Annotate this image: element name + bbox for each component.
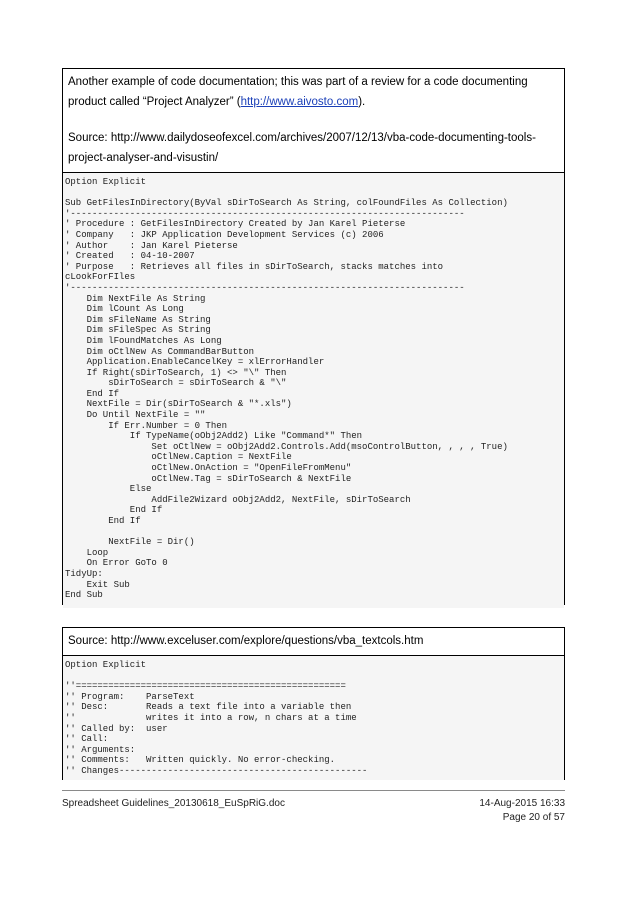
code-line: End If [65,516,141,526]
code-line: oCtlNew.Caption = NextFile [65,452,292,463]
code-line: sDirToSearch = sDirToSearch & "\" [65,378,287,389]
code-line: ' Company : JKP Application Development Services (c) 2006 [65,229,384,240]
code-line: ' Procedure : GetFilesInDirectory Created by Jan Karel Pieterse [65,219,406,230]
code-line: '' Called by: user [65,723,168,734]
code-listing-2 [63,656,564,780]
code-line: Dim NextFile As String [65,293,206,304]
code-line: Option Explicit [65,177,147,187]
code-line: Set oCtlNew = oObj2Add2.Controls.Add(msoControlButton, , , , True) [65,441,508,452]
code-line: '' writes it into a row, n chars at a time [65,712,357,723]
code-line: Else [65,484,152,495]
code-line: oCtlNew.OnAction = "OpenFileFromMenu" [65,463,352,474]
code-line: End If [65,388,120,399]
code-line: End Sub [65,590,103,601]
intro-text: Another example of code documentation; this was part of a review for a code documenting product called “Project Analyzer” ( [68,76,528,108]
code-line: Application.EnableCancelKey = xlErrorHandler [65,357,325,368]
code-line: '------------------------------------------------------------------------- [65,208,465,219]
footer-divider [62,790,565,791]
code-line: Dim sFileSpec As String [65,325,211,336]
code-line: End If [65,505,163,516]
code-line: Dim sFileName As String [65,314,211,325]
code-line [65,527,563,538]
footer-date: 14-Aug-2015 16:33 [479,798,565,809]
source-line-1: Source: http://www.dailydoseofexcel.com/archives/2007/12/13/vba-code-documenting-tools-project-analyser-and-visustin/ [68,132,536,164]
code-line: ' Purpose : Retrieves all files in sDirToSearch, stacks matches into [65,261,444,272]
code-line: If TypeName(oObj2Add2) Like "Command*" Then [65,431,363,442]
footer-meta [479,797,565,825]
description-block-2 [63,628,564,656]
code-line: AddFile2Wizard oObj2Add2, NextFile, sDirToSearch [65,494,411,505]
code-line [65,671,563,682]
code-line: '' Call: [65,734,109,745]
code-line: On Error GoTo 0 [65,558,168,569]
code-line: Do Until NextFile = "" [65,410,206,421]
code-line [65,188,563,199]
code-line: NextFile = Dir() [65,537,195,548]
code-line: oCtlNew.Tag = sDirToSearch & NextFile [65,473,352,484]
code-line: Exit Sub [65,579,130,590]
code-line: '' Comments: Written quickly. No error-checking. [65,755,336,766]
code-line: Loop [65,547,109,558]
code-line: Dim lCount As Long [65,304,184,315]
code-line: Option Explicit [65,660,147,670]
intro-end-text: ). [358,96,366,108]
source-line-2: Source: http://www.exceluser.com/explore/questions/vba_textcols.htm [68,635,424,647]
code-line: '' Program: ParseText [65,691,195,702]
code-line: '' Desc: Reads a text file into a variable then [65,702,352,713]
code-line: If Err.Number = 0 Then [65,420,228,431]
footer-page-number: Page 20 of 57 [502,812,565,823]
aivosto-link[interactable]: http://www.aivosto.com [240,96,359,108]
code-line: ' Created : 04-10-2007 [65,251,195,262]
code-line: Sub GetFilesInDirectory(ByVal sDirToSearch As String, colFoundFiles As Collection) [65,198,508,209]
code-line: cLookForFIles [65,272,136,283]
code-line: '------------------------------------------------------------------------- [65,282,465,293]
code-line: If Right(sDirToSearch, 1) <> "\" Then [65,367,287,378]
intro-paragraph [68,72,559,112]
code-example-box-1 [62,68,565,605]
code-line: TidyUp: [65,568,103,579]
code-example-box-2 [62,627,565,780]
footer-filename: Spreadsheet Guidelines_20130618_EuSpRiG.doc [62,798,285,809]
code-line: NextFile = Dir(sDirToSearch & "*.xls") [65,399,292,410]
code-line: '' Changes---------------------------------------------- [65,765,368,776]
code-line: Dim oCtlNew As CommandBarButton [65,346,255,357]
code-line: ' Author : Jan Karel Pieterse [65,240,238,251]
code-listing-1 [63,173,564,608]
code-line: ''================================================== [65,681,346,692]
code-line: Dim lFoundMatches As Long [65,335,222,346]
code-line: '' Arguments: [65,744,136,755]
description-block-1 [63,69,564,173]
